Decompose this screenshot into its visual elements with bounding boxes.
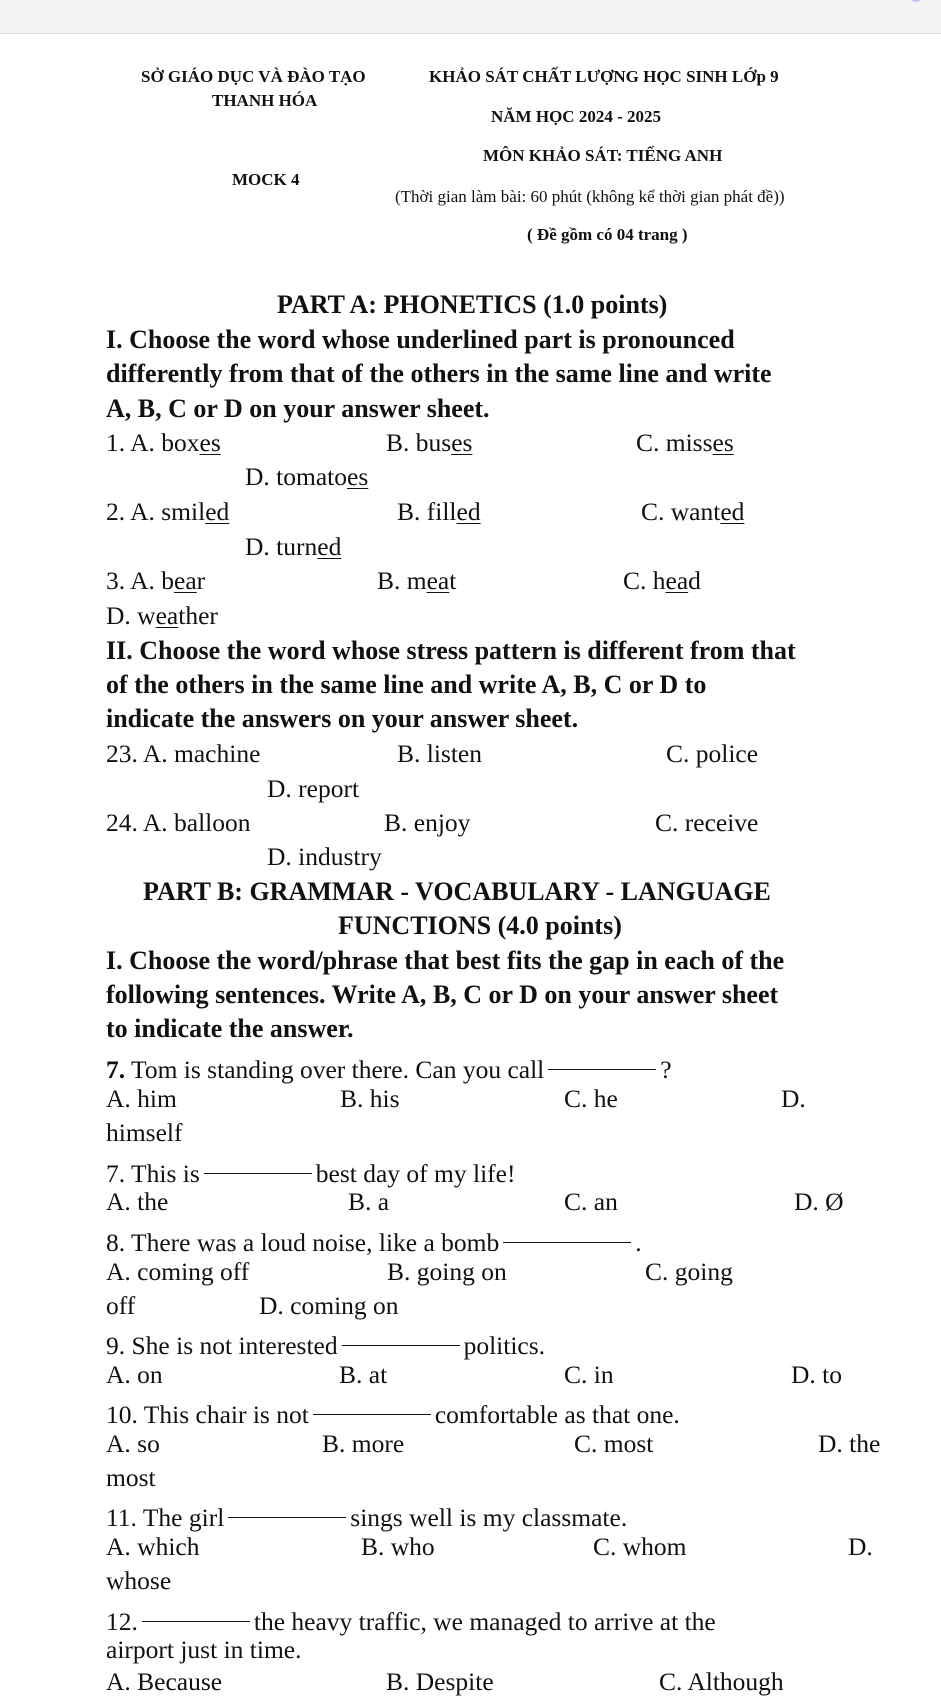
answer-blank [342, 1325, 460, 1346]
q2-option-b: B. filled [397, 497, 481, 526]
q2-option-d: D. turned [245, 532, 342, 561]
subject: MÔN KHẢO SÁT: TIẾNG ANH [483, 146, 723, 165]
school-year: NĂM HỌC 2024 - 2025 [491, 107, 661, 126]
q8-option-c: C. going [645, 1257, 733, 1286]
q8-option-c-wrap: off [106, 1291, 136, 1320]
mock-label: MOCK 4 [232, 170, 300, 189]
part-b-instruction-2: following sentences. Write A, B, C or D on your answer sheet [106, 980, 779, 1009]
part-b-title-1: PART B: GRAMMAR - VOCABULARY - LANGUAGE [143, 877, 771, 906]
pages-note: ( Đề gồm có 04 trang ) [527, 225, 688, 244]
q2-option-c: C. wanted [641, 497, 745, 526]
part-a-s1-instruction-1: I. Choose the word whose underlined part is pronounced [106, 325, 735, 354]
q3-option-a: 3. A. bear [106, 566, 206, 595]
q11-option-d: D. [848, 1532, 873, 1561]
q10-option-a: A. so [106, 1429, 160, 1458]
q1-option-d: D. tomatoes [245, 462, 369, 491]
q11-stem: 11. The girl sings well is my classmate. [106, 1497, 627, 1533]
q1-option-a: 1. A. boxes [106, 428, 221, 457]
q7a-option-a: A. him [106, 1084, 177, 1113]
q12-stem: 12. the heavy traffic, we managed to arrive at the [106, 1601, 716, 1637]
answer-blank [548, 1049, 656, 1070]
dept-line-1: SỞ GIÁO DỤC VÀ ĐÀO TẠO [141, 67, 366, 86]
q23-option-d: D. report [267, 774, 360, 803]
q3-option-b: B. meat [377, 566, 457, 595]
q10-option-d-wrap: most [106, 1463, 156, 1492]
part-a-title: PART A: PHONETICS (1.0 points) [277, 290, 668, 319]
part-b-title-2: FUNCTIONS (4.0 points) [338, 911, 622, 940]
q1-option-b: B. buses [386, 428, 473, 457]
q7a-option-c: C. he [564, 1084, 618, 1113]
q10-option-b: B. more [322, 1429, 405, 1458]
q7a-option-b: B. his [340, 1084, 400, 1113]
q3-option-d: D. weather [106, 601, 218, 630]
q11-option-a: A. which [106, 1532, 200, 1561]
q3-option-c: C. head [623, 566, 701, 595]
scroll-indicator [909, 0, 923, 2]
part-a-s2-instruction-1: II. Choose the word whose stress pattern is different from that [106, 636, 796, 665]
time-note: (Thời gian làm bài: 60 phút (không kể thời gian phát đề)) [395, 187, 785, 206]
q7a-stem: 7. Tom is standing over there. Can you call ? [106, 1049, 672, 1085]
q12-option-b: B. Despite [386, 1667, 494, 1696]
q9-option-c: C. in [564, 1360, 614, 1389]
answer-blank [313, 1394, 431, 1415]
answer-blank [204, 1153, 312, 1174]
q8-option-b: B. going on [387, 1257, 507, 1286]
q7b-option-d: D. Ø [794, 1187, 844, 1216]
q23-option-b: B. listen [397, 739, 483, 768]
q10-option-d: D. the [818, 1429, 881, 1458]
q9-option-d: D. to [791, 1360, 842, 1389]
q7a-option-d: D. [781, 1084, 806, 1113]
q24-option-c: C. receive [655, 808, 759, 837]
dept-line-2: THANH HÓA [212, 91, 318, 110]
q7b-option-c: C. an [564, 1187, 618, 1216]
q10-option-c: C. most [574, 1429, 654, 1458]
part-b-instruction-1: I. Choose the word/phrase that best fits the gap in each of the [106, 946, 785, 975]
q2-option-a: 2. A. smiled [106, 497, 230, 526]
q9-option-a: A. on [106, 1360, 163, 1389]
answer-blank [503, 1222, 631, 1243]
q11-option-b: B. who [361, 1532, 435, 1561]
q12-option-c: C. Although [659, 1667, 784, 1696]
q11-option-d-wrap: whose [106, 1566, 172, 1595]
q7a-option-d-wrap: himself [106, 1118, 183, 1147]
q8-option-d: D. coming on [259, 1291, 399, 1320]
q8-option-a: A. coming off [106, 1257, 250, 1286]
q23-option-a: 23. A. machine [106, 739, 261, 768]
q12-option-a: A. Because [106, 1667, 223, 1696]
q23-option-c: C. police [666, 739, 759, 768]
q7b-option-b: B. a [348, 1187, 390, 1216]
q24-option-b: B. enjoy [384, 808, 471, 837]
q12-stem-wrap: airport just in time. [106, 1635, 302, 1664]
part-a-s1-instruction-3: A, B, C or D on your answer sheet. [106, 394, 490, 423]
q7b-option-a: A. the [106, 1187, 169, 1216]
part-a-s2-instruction-2: of the others in the same line and write A, B, C or D to [106, 670, 707, 699]
q9-stem: 9. She is not interested politics. [106, 1325, 545, 1361]
q8-stem: 8. There was a loud noise, like a bomb . [106, 1222, 642, 1258]
survey-title: KHẢO SÁT CHẤT LƯỢNG HỌC SINH LỚp 9 [429, 67, 779, 86]
q1-option-c: C. misses [636, 428, 734, 457]
q11-option-c: C. whom [593, 1532, 687, 1561]
answer-blank [228, 1497, 346, 1518]
q24-option-d: D. industry [267, 842, 382, 871]
part-a-s1-instruction-2: differently from that of the others in the same line and write [106, 359, 772, 388]
part-a-s2-instruction-3: indicate the answers on your answer sheet. [106, 704, 579, 733]
q10-stem: 10. This chair is not comfortable as that one. [106, 1394, 680, 1430]
q7b-stem: 7. This is best day of my life! [106, 1153, 515, 1189]
part-b-instruction-3: to indicate the answer. [106, 1014, 354, 1043]
answer-blank [142, 1601, 250, 1622]
viewer-top-bar [0, 0, 941, 34]
q9-option-b: B. at [339, 1360, 388, 1389]
q24-option-a: 24. A. balloon [106, 808, 251, 837]
